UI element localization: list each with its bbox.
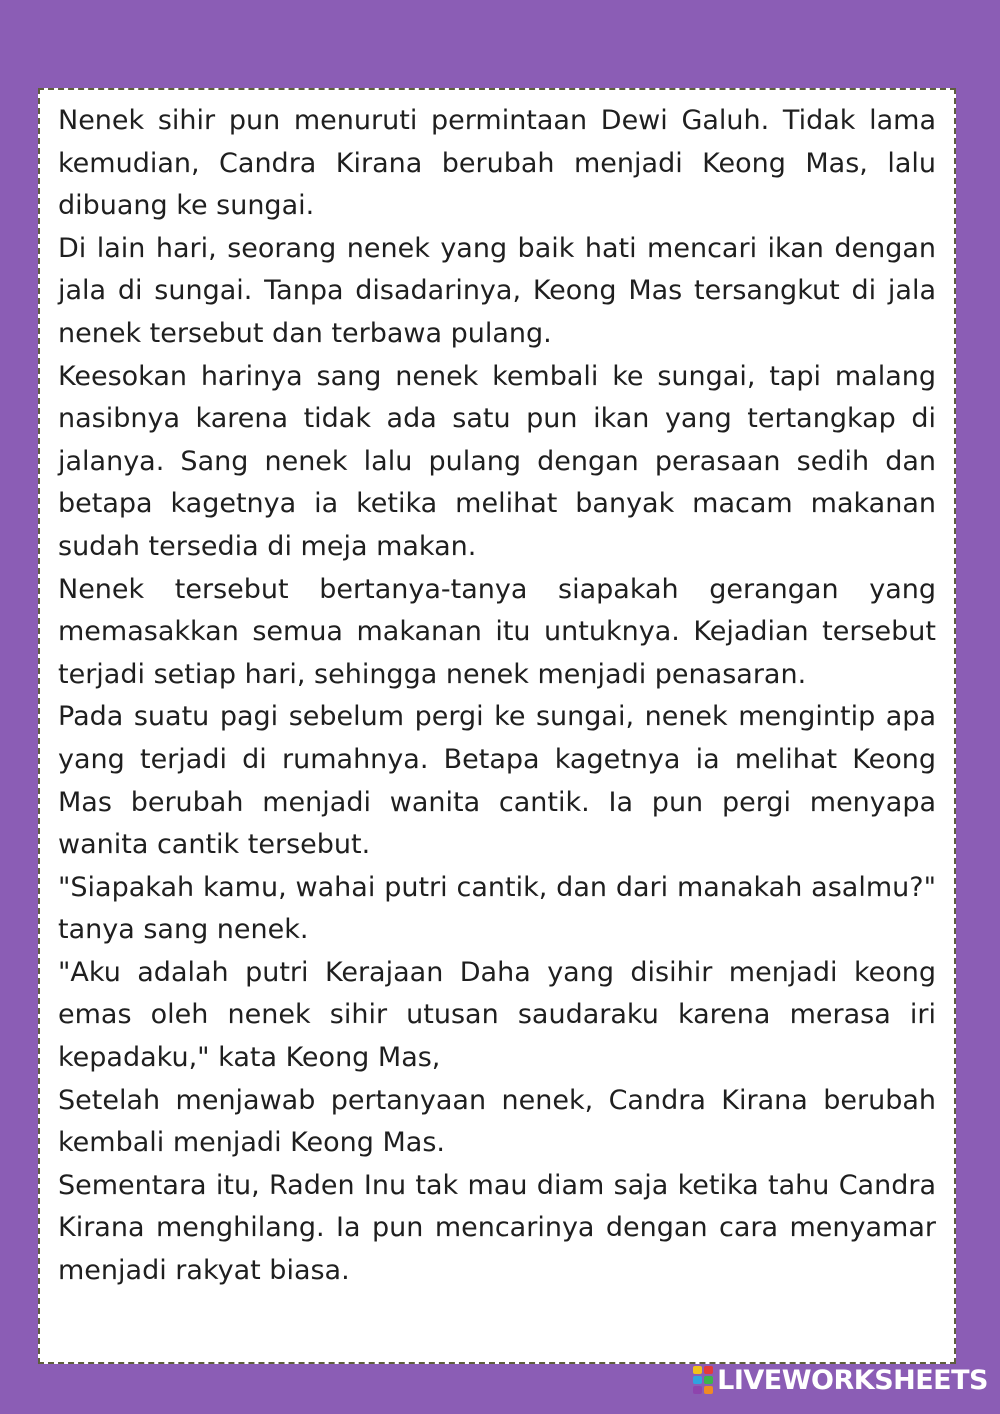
liveworksheets-brand (693, 1360, 988, 1400)
logo-square (693, 1376, 702, 1384)
brand-name: LIVEWORKSHEETS (717, 1364, 988, 1396)
logo-square (704, 1366, 713, 1374)
story-paragraph-5: Pada suatu pagi sebelum pergi ke sungai, nenek mengintip apa yang terjadi di rumahnya. Betapa kagetnya ia melihat Keong Mas berubah menjadi wanita cantik. Ia pun pergi menyapa wanita cantik tersebut. (58, 701, 936, 861)
logo-square (693, 1386, 702, 1394)
story-paragraph-9: Sementara itu, Raden Inu tak mau diam saja ketika tahu Candra Kirana menghilang. Ia pun mencarinya dengan cara menyamar menjadi rakyat biasa. (58, 1169, 936, 1287)
logo-square (704, 1386, 713, 1394)
story-page (38, 88, 956, 1364)
liveworksheets-logo-icon (693, 1366, 713, 1394)
story-text (58, 100, 936, 1293)
story-paragraph-1: Nenek sihir pun menuruti permintaan Dewi Galuh. Tidak lama kemudian, Candra Kirana berubah menjadi Keong Mas, lalu dibuang ke sungai. (58, 105, 936, 222)
story-paragraph-4: Nenek tersebut bertanya-tanya siapakah gerangan yang memasakkan semua makanan itu untuknya. Kejadian tersebut terjadi setiap hari, sehingga nenek menjadi penasaran. (58, 573, 936, 690)
story-paragraph-3: Keesokan harinya sang nenek kembali ke sungai, tapi malang nasibnya karena tidak ada satu pun ikan yang tertangkap di jalanya. Sang nenek lalu pulang dengan perasaan sedih dan betapa kagetnya ia ketika melihat banyak macam makanan sudah tersedia di meja makan. (58, 360, 936, 562)
story-paragraph-6: "Siapakah kamu, wahai putri cantik, dan dari manakah asalmu?" tanya sang nenek. (58, 871, 936, 946)
story-paragraph-8: Setelah menjawab pertanyaan nenek, Candra Kirana berubah kembali menjadi Keong Mas. (58, 1084, 936, 1159)
logo-square (704, 1376, 713, 1384)
story-paragraph-2: Di lain hari, seorang nenek yang baik hati mencari ikan dengan jala di sungai. Tanpa disadarinya, Keong Mas tersangkut di jala nenek tersebut dan terbawa pulang. (58, 232, 936, 349)
logo-square (693, 1366, 702, 1374)
story-paragraph-7: "Aku adalah putri Kerajaan Daha yang disihir menjadi keong emas oleh nenek sihir utusan saudaraku karena merasa iri kepadaku," kata Keong Mas, (58, 956, 936, 1074)
